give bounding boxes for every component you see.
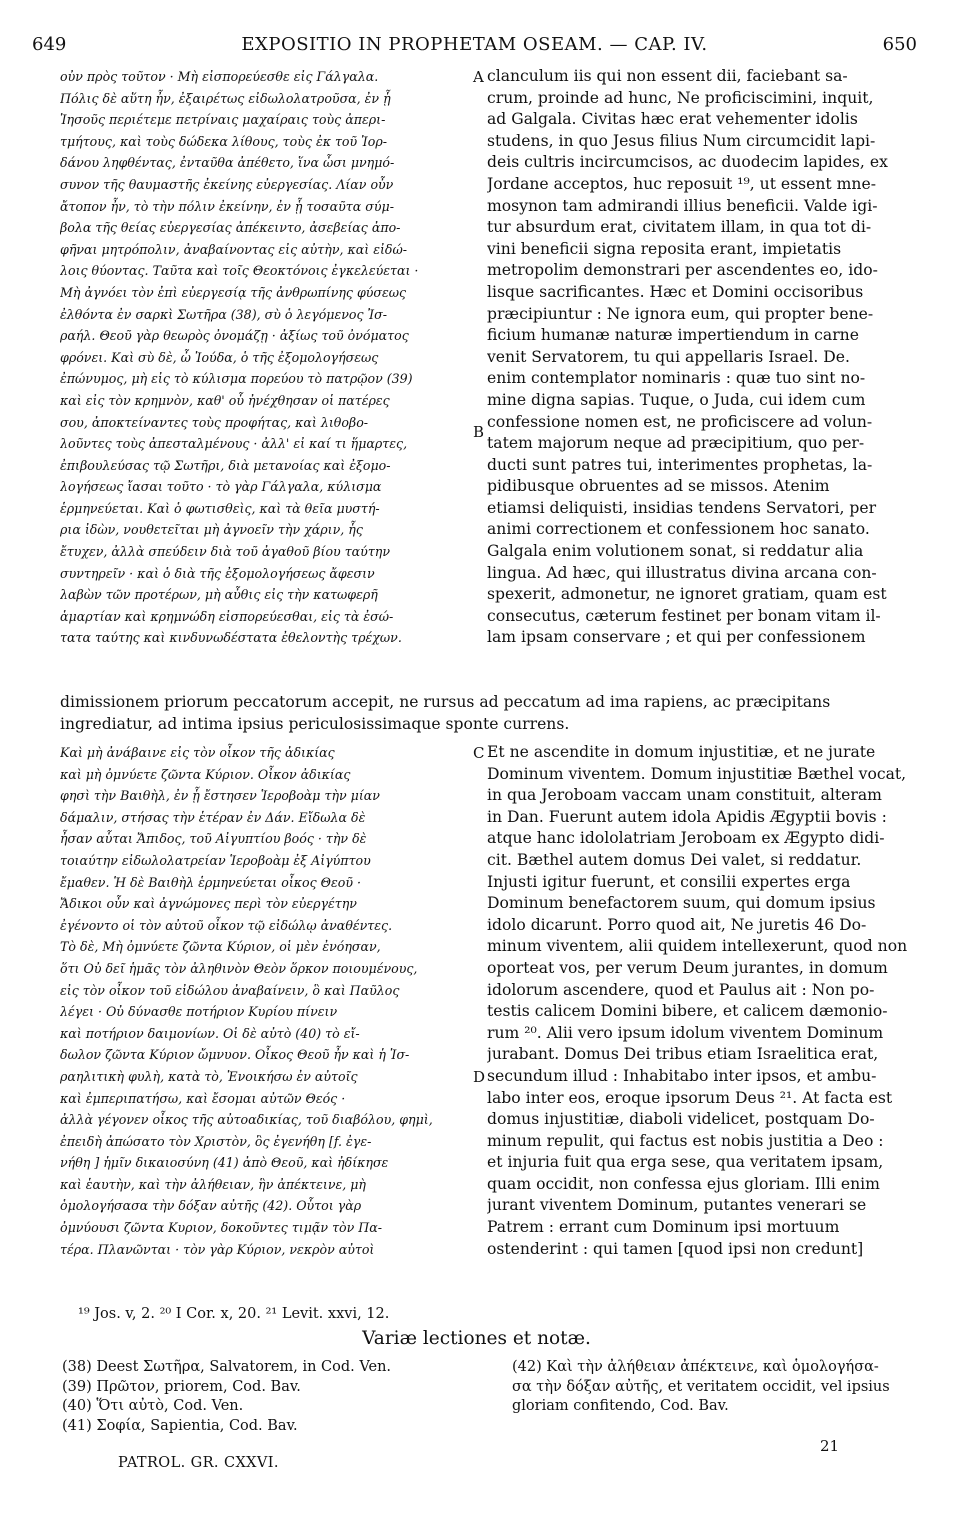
- latin-line: clanculum iis qui non essent dii, faciebant sa-: [487, 67, 848, 85]
- greek-line: φῆναι μητρόπολιν, ἀναβαίνοντας εἰς αὐτὴν, καὶ εἰδώ-: [60, 241, 407, 257]
- latin-line: Dominum viventem. Domum injustitiæ Bæthel vocat,: [487, 764, 907, 783]
- variant-note: σα τὴν δόξαν αὐτῆς, et veritatem occidit, vel ipsius: [512, 1378, 890, 1395]
- latin-line: ad Galgala. Civitas hæc erat vehementer idolis: [487, 110, 858, 129]
- latin-line: Dominum benefactorem suum, qui domum ipsius: [487, 894, 876, 913]
- greek-line: καὶ ἐμπεριπατήσω, καὶ ἔσομαι αὐτῶν Θεός ·: [60, 1090, 346, 1106]
- greek-line: Τὸ δὲ, Μὴ ὀμνύετε ζῶντα Κύριον, οἱ μὲν ἐνόησαν,: [60, 939, 381, 955]
- latin-line: spexerit, admonetur, ne ignoret gratiam, quam est: [487, 585, 887, 604]
- greek-line: ἁμαρτίαν καὶ κρημνώδη εἰσπορεύεσθαι, εἰς τὰ ἐσώ-: [60, 608, 394, 624]
- greek-line: καὶ ἑαυτὴν, καὶ τὴν ἀλήθειαν, ἣν ἀπέκτεινε, μὴ: [60, 1176, 366, 1192]
- greek-line: λογήσεως ἴασαι τοῦτο · τὸ γὰρ Γάλγαλα, κύλισμα: [60, 479, 382, 495]
- greek-line: Πόλις δὲ αὕτη ἦν, ἐξαιρέτως εἰδωλολατροῦσα, ἐν ᾗ: [60, 90, 391, 106]
- greek-line: Καὶ μὴ ἀνάβαινε εἰς τὸν οἶκον τῆς ἀδικίας: [60, 745, 335, 760]
- latin-line: mosynon tam admirandi illius beneficii. Valde igi-: [487, 196, 878, 215]
- latin-line: venit Servatorem, tu qui appellaris Israel. De.: [487, 347, 850, 366]
- latin-line: lisque sacrificantes. Hæc et Domini occisoribus: [487, 282, 864, 301]
- greek-line: καὶ ποτήριον δαιμονίων. Οἱ δὲ αὐτὸ (40) τὸ εἴ-: [60, 1025, 360, 1041]
- greek-line: φησὶ τὴν Βαιθὴλ, ἐν ᾗ ἔστησεν Ἱεροβοὰμ τὴν μίαν: [60, 788, 380, 804]
- margin-letter-c: C: [473, 744, 485, 762]
- latin-line: lam ipsam conservare ; et qui per confessionem: [487, 628, 866, 647]
- variae-lectiones-title: Variæ lectiones et notæ.: [362, 1328, 591, 1349]
- greek-line: συνον τῆς θαυμαστῆς ἐκείνης εὐεργεσίας. Λίαν οὖν: [60, 176, 394, 192]
- latin-line: cit. Bæthel autem domus Dei valet, si reddatur.: [487, 850, 862, 869]
- latin-line: ostenderint : qui tamen [quod ipsi non credunt]: [487, 1239, 864, 1258]
- latin-line: lingua. Ad hæc, qui illustratus divina arcana con-: [487, 563, 877, 582]
- variant-note: (40) Ὅτι αὐτὸ, Cod. Ven.: [62, 1398, 244, 1414]
- margin-letter-a: A: [473, 68, 484, 86]
- running-header: [32, 34, 917, 56]
- greek-line: ἦσαν αὗται Ἄπιδος, τοῦ Αἰγυπτίου βοός · τὴν δὲ: [60, 831, 367, 847]
- greek-line: Ἄδικοι οὖν καὶ ἀγνώμονες περὶ τὸν εὐεργέτην: [60, 896, 357, 912]
- latin-line: confessione nomen est, ne proficiscere ad volun-: [487, 412, 873, 431]
- greek-line: ἑρμηνεύεται. Καὶ ὁ φωτισθεὶς, καὶ τὰ θεῖα μυστή-: [60, 500, 380, 516]
- greek-line: τμήτους, καὶ τοὺς δώδεκα λίθους, τοὺς ἐκ τοῦ Ἰορ-: [60, 133, 387, 149]
- latin-line: testis calicem Domini bibere, et calicem dæmonio-: [487, 1002, 888, 1021]
- latin-line: tatem majorum neque ad præcipitium, quo per-: [487, 434, 865, 453]
- latin-line: animi correctionem et confessionem hoc sanato.: [487, 520, 870, 539]
- latin-line: jurant viventem Dominum, putantes venerari se: [487, 1196, 867, 1215]
- footnotes: ¹⁹ Jos. v, 2. ²⁰ I Cor. x, 20. ²¹ Levit. xxvi, 12.: [78, 1306, 390, 1322]
- latin-line: in qua Jeroboam vaccam unam constituit, alteram: [487, 786, 882, 805]
- running-title: EXPOSITIO IN PROPHETAM OSEAM. — CAP. IV.: [241, 34, 708, 55]
- column-number-left: 649: [32, 34, 67, 55]
- greek-line: συντηρεῖν · καὶ ὁ διὰ τῆς ἐξομολογήσεως ἄφεσιν: [60, 565, 375, 581]
- latin-line: enim contemplator nominaris : quæ tuo sint no-: [487, 369, 866, 388]
- greek-line: τατα ταύτης καὶ κινδυνωδέστατα ἐθελοντὴς τρέχων.: [60, 630, 402, 646]
- latin-line: Jordane acceptos, huc reposuit ¹⁹, ut essent mne-: [487, 174, 876, 193]
- greek-text-upper: [60, 66, 470, 649]
- latin-line: minum viventem, alii quidem intellexerunt, quod non: [487, 937, 908, 956]
- greek-line: σου, ἀποκτείναντες τοὺς προφήτας, καὶ λιθοβο-: [60, 414, 369, 430]
- margin-letter-b: B: [473, 423, 485, 441]
- latin-line: idolo dicarunt. Porro quod ait, Ne juretis 46 Do-: [487, 915, 867, 934]
- text-line: ingrediatur, ad intima ipsius periculosissimaque sponte currens.: [60, 714, 570, 733]
- latin-line: deis cultris incircumcisos, ac duodecim lapides, ex: [487, 153, 888, 172]
- greek-line: λοῦντες τοὺς ἀπεσταλμένους · ἀλλ' εἰ καί τι ἥμαρτες,: [60, 436, 408, 452]
- latin-line: oporteat vos, per verum Deum jurantes, in domum: [487, 958, 888, 977]
- greek-line: ἐπώνυμος, μὴ εἰς τὸ κύλισμα πορεύου τὸ πατρῷον (39): [60, 371, 413, 387]
- latin-text-upper: [487, 66, 919, 649]
- latin-line: et injuria fuit qua erga sese, qua veritatem ipsam,: [487, 1153, 884, 1172]
- greek-line: ἔτυχεν, ἀλλὰ σπεύδειν διὰ τοῦ ἀγαθοῦ βίου ταύτην: [60, 544, 390, 560]
- greek-line: ὅτι Οὐ δεῖ ἡμᾶς τὸν ἀληθινὸν Θεὸν ὅρκον ποιουμένους,: [60, 960, 418, 976]
- greek-line: λοις θύοντας. Ταῦτα καὶ τοῖς Θεοκτόνοις ἐγκελεύεται ·: [60, 263, 419, 279]
- latin-line: in Dan. Fuerunt autem idola Apidis Ægyptii bovis :: [487, 807, 887, 826]
- latin-line: domus injustitiæ, diaboli videlicet, postquam Do-: [487, 1110, 875, 1129]
- greek-line: φρόνει. Καὶ σὺ δὲ, ὦ Ἰούδα, ὁ τῆς ἐξομολογήσεως: [60, 349, 379, 365]
- greek-line: ραηλιτικὴ φυλὴ, κατὰ τὸ, Ἐνοικήσω ἐν αὐτοῖς: [60, 1068, 358, 1084]
- latin-line: studens, in quo Jesus filius Num circumcidit lapi-: [487, 131, 876, 150]
- greek-text-lower: [60, 742, 470, 1260]
- greek-line: νήθη ] ἡμῖν δικαιοσύνη (41) ἀπὸ Θεοῦ, καὶ ἠδίκησε: [60, 1155, 389, 1171]
- greek-line: ἀλλὰ γέγονεν οἶκος τῆς αὐτοαδικίας, τοῦ διαβόλου, φημὶ,: [60, 1112, 433, 1128]
- greek-line: δάνου ληφθέντας, ἐνταῦθα ἀπέθετο, ἵνα ὦσι μνημό-: [60, 155, 395, 171]
- greek-line: ὁμολογήσασα τὴν δόξαν αὐτῆς (42). Οὗτοι γὰρ: [60, 1198, 362, 1214]
- greek-line: βολα τῆς θείας εὐεργεσίας ἀπέκειντο, ἀσεβείας ἀπο-: [60, 220, 401, 236]
- latin-line: tur absurdum erat, civitatem illam, in qua tot di-: [487, 218, 872, 237]
- latin-text-lower: [487, 742, 919, 1260]
- greek-line: ρια ἰδὼν, νουθετεῖται μὴ ἀγνοεῖν τὴν χάριν, ἧς: [60, 522, 363, 538]
- latin-line: pidibusque obruentes ad se missos. Atenim: [487, 477, 830, 496]
- greek-line: ἐλθόντα ἐν σαρκὶ Σωτῆρα (38), σὺ ὁ λεγόμενος Ἰσ-: [60, 306, 387, 322]
- greek-line: λαβὼν τῶν προτέρων, μὴ αὖθις εἰς τὴν κατωφερῆ: [60, 587, 378, 603]
- latin-line: jurabant. Domus Dei tribus etiam Israelitica erat,: [487, 1045, 879, 1064]
- greek-line: καὶ εἰς τὸν κρημνὸν, καθ' οὗ ἠνέχθησαν οἱ πατέρες: [60, 392, 390, 408]
- latin-line: metropolim demonstrari per ascendentes eo, ido-: [487, 261, 878, 280]
- greek-line: τέρα. Πλανῶνται · τὸν γὰρ Κύριον, νεκρὸν αὐτοὶ: [60, 1241, 375, 1257]
- column-number-right: 650: [882, 34, 917, 55]
- variant-note: (41) Σοφία, Sapientia, Cod. Bav.: [62, 1417, 298, 1434]
- latin-line: ficium humanæ naturæ impertiendum in carne: [487, 326, 859, 345]
- greek-line: ὀμνύουσι ζῶντα Κυριον, δοκοῦντες τιμᾷν τὸν Πα-: [60, 1220, 383, 1236]
- greek-line: Μὴ ἀγνόει τὸν ἐπὶ εὐεργεσίᾳ τῆς ἀνθρωπίνης φύσεως: [60, 284, 407, 300]
- greek-line: τοιαύτην εἰδωλολατρείαν Ἱεροβοὰμ ἐξ Αἰγύπτου: [60, 852, 371, 868]
- latin-line: Galgala enim volutionem sonat, si reddatur alia: [487, 542, 864, 561]
- latin-line: ducti sunt patres tui, interimentes prophetas, la-: [487, 455, 873, 474]
- latin-line: Patrem : errant cum Dominum ipsi mortuum: [487, 1218, 840, 1237]
- latin-line: idolorum ascendere, quod et Paulus ait : Non po-: [487, 980, 875, 999]
- latin-line: quam occidit, non confessa ejus gloriam. Illi enim: [487, 1174, 880, 1193]
- greek-line: ἐπιβουλεύσας τῷ Σωτῆρι, διὰ μετανοίας καὶ ἐξομο-: [60, 457, 391, 473]
- latin-line: præcipiuntur : Ne ignora eum, qui propter bene-: [487, 304, 874, 323]
- greek-line: οὐν πρὸς τοῦτον · Μὴ εἰσπορεύεσθε εἰς Γάλγαλα.: [60, 69, 379, 84]
- latin-line: atque hanc idololatriam Jeroboam ex Ægypto didi-: [487, 829, 885, 848]
- text-line: dimissionem priorum peccatorum accepit, ne rursus ad peccatum ad ima rapiens, ac præcipitans: [60, 693, 831, 711]
- margin-letter-d: D: [473, 1068, 486, 1086]
- latin-line: etiamsi deliquisti, insidias tendens Servatori, per: [487, 498, 877, 517]
- variant-note: (42) Καὶ τὴν ἀλήθειαν ἀπέκτεινε, καὶ ὁμολογήσα-: [512, 1359, 879, 1375]
- latin-line: vini beneficii signa reposita erant, impietatis: [487, 239, 842, 258]
- greek-line: ἐγένοντο οἱ τὸν αὐτοῦ οἶκον τῷ εἰδώλῳ ἀναθέντες.: [60, 917, 393, 933]
- latin-line: minum repulit, qui factus est nobis justitia a Deo :: [487, 1131, 884, 1150]
- greek-line: καὶ μὴ ὀμνύετε ζῶντα Κύριον. Οἶκον ἀδικίας: [60, 766, 351, 782]
- greek-line: δάμαλιν, στήσας τὴν ἑτέραν ἐν Δάν. Εἴδωλα δὲ: [60, 809, 366, 825]
- greek-line: ἐπειδὴ ἀπώσατο τὸν Χριστὸν, ὃς ἐγενήθη [f. ἐγε-: [60, 1133, 372, 1149]
- latin-line: Injusti igitur fuerunt, et consilii expertes erga: [487, 872, 851, 891]
- latin-line: crum, proinde ad hunc, Ne proficiscimini, inquit,: [487, 88, 874, 107]
- full-width-text: [60, 692, 920, 735]
- greek-line: Ἰησοῦς περιέτεμε πετρίναις μαχαίραις τοὺς ἀπερι-: [60, 112, 386, 128]
- greek-line: εἰς τὸν οἶκον τοῦ εἰδώλου ἀναβαίνειν, ὃ καὶ Παῦλος: [60, 982, 400, 998]
- greek-line: ραήλ. Θεοῦ γὰρ θεωρὸς ὀνομάζῃ · ἀξίως τοῦ ὀνόματος: [60, 328, 409, 344]
- latin-line: consecutus, cæterum festinet per bonam vitam il-: [487, 606, 881, 625]
- greek-line: δωλον ζῶντα Κύριον ὤμνυον. Οἶκος Θεοῦ ἦν καὶ ἡ Ἰσ-: [60, 1047, 410, 1063]
- greek-line: ἔμαθεν. Ἡ δὲ Βαιθὴλ ἑρμηνεύεται οἶκος Θεοῦ ·: [60, 874, 361, 890]
- latin-line: Et ne ascendite in domum injustitiæ, et ne jurate: [487, 743, 876, 761]
- page-number: 21: [820, 1437, 840, 1455]
- latin-line: labo inter eos, eroque ipsorum Deus ²¹. At facta est: [487, 1088, 893, 1107]
- latin-line: rum ²⁰. Alii vero ipsum idolum viventem Dominum: [487, 1023, 884, 1042]
- variant-note: gloriam confitendo, Cod. Bav.: [512, 1398, 729, 1414]
- variant-note: (39) Πρῶτον, priorem, Cod. Bav.: [62, 1378, 301, 1395]
- signature-mark: PATROL. GR. CXXVI.: [118, 1455, 279, 1471]
- variant-notes-right: [512, 1358, 922, 1417]
- variant-note: (38) Deest Σωτῆρα, Salvatorem, in Cod. Ven.: [62, 1359, 392, 1375]
- latin-line: mine digna sapias. Tuque, o Juda, cui idem cum: [487, 390, 866, 409]
- latin-line: secundum illud : Inhabitabo inter ipsos, et ambu-: [487, 1066, 877, 1085]
- greek-line: λέγει · Οὐ δύνασθε ποτήριον Κυρίου πίνειν: [60, 1004, 338, 1020]
- greek-line: ἄτοπον ἦν, τὸ τὴν πόλιν ἐκείνην, ἐν ᾗ τοσαῦτα σύμ-: [60, 198, 394, 214]
- variant-notes-left: [62, 1358, 482, 1436]
